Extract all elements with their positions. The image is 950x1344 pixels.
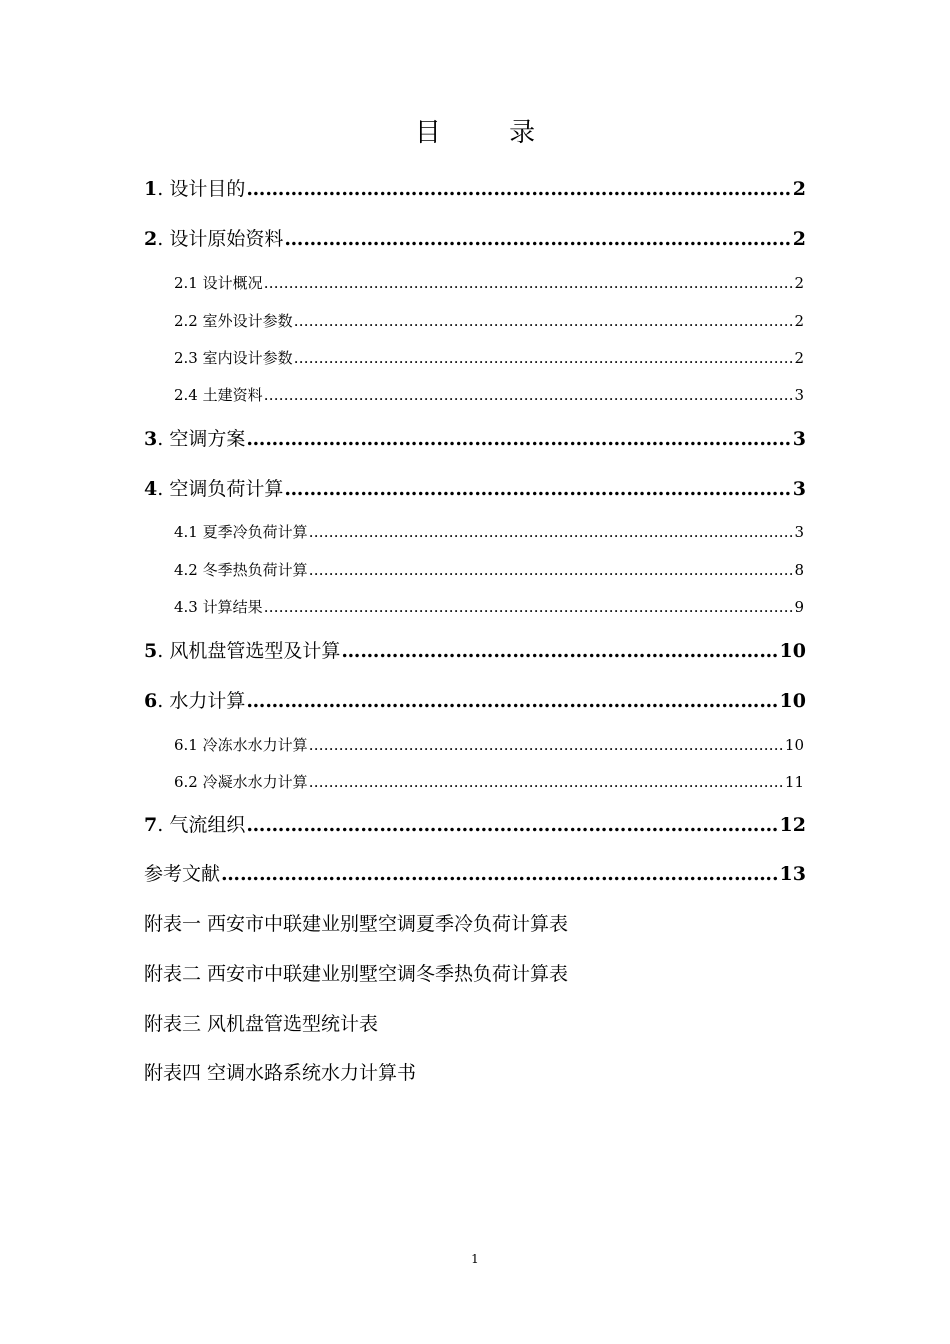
- toc-leader-dots: [341, 640, 778, 662]
- appendix-entry-3[interactable]: 附表三 风机盘管选型统计表: [144, 1013, 379, 1035]
- toc-entry-page: 13: [779, 863, 806, 885]
- toc-entry-number: 3: [144, 428, 158, 450]
- toc-leader-dots: [264, 386, 794, 404]
- toc-entry-page: 3: [792, 428, 806, 450]
- toc-entry-2-4[interactable]: [174, 384, 804, 405]
- toc-entry-page: 10: [779, 640, 806, 662]
- toc-entry-2-2[interactable]: [174, 310, 804, 331]
- page-title: 目 录: [414, 118, 566, 148]
- toc-leader-dots: [264, 274, 794, 292]
- toc-entry-page: 11: [784, 773, 804, 791]
- toc-entry-4[interactable]: 4. 空调负荷计算 ………………………………………………………………………………………………………………………………………………………………………………………………………………………………………… 3: [144, 474, 806, 501]
- toc-entry-page: 2: [794, 274, 804, 292]
- toc-leader-dots: [309, 736, 784, 754]
- toc-entry-references[interactable]: [144, 859, 806, 886]
- toc-entry-label: 2.4 土建资料: [174, 386, 263, 404]
- toc-leader-dots: [221, 863, 779, 885]
- toc-entry-label: 2.1 设计概况: [174, 274, 263, 292]
- toc-entry-label: 2.2 室外设计参数: [174, 312, 293, 330]
- toc-entry-2-1[interactable]: [174, 272, 804, 293]
- toc-entry-4-2[interactable]: [174, 559, 804, 580]
- toc-entry-2[interactable]: 2. 设计原始资料 ………………………………………………………………………………………………………………………………………………………………………………………………………………………………………… 2: [144, 224, 806, 251]
- toc-entry-4-3[interactable]: [174, 596, 804, 617]
- toc-entry-7[interactable]: 7. 气流组织 ………………………………………………………………………………………………………………………………………………………………………………………………………………………………………… 12: [144, 810, 806, 837]
- toc-entry-label: 气流组织: [169, 814, 246, 836]
- toc-entry-label: 2.3 室内设计参数: [174, 349, 293, 367]
- toc-entry-label: 6.1 冷冻水水力计算: [174, 736, 308, 754]
- toc-entry-label: 水力计算: [169, 690, 246, 712]
- appendix-entry-2[interactable]: 附表二 西安市中联建业别墅空调冬季热负荷计算表: [144, 963, 569, 985]
- toc-entry-label: 设计目的: [169, 178, 246, 200]
- toc-entry-2-3[interactable]: [174, 347, 804, 368]
- toc-entry-page: 9: [794, 598, 804, 616]
- toc-entry-6-2[interactable]: [174, 771, 804, 792]
- toc-leader-dots: [284, 478, 791, 500]
- toc-entry-label: 参考文献: [144, 863, 221, 885]
- toc-entry-page: 2: [792, 178, 806, 200]
- toc-leader-dots: [246, 690, 778, 712]
- toc-entry-6[interactable]: 6. 水力计算 ………………………………………………………………………………………………………………………………………………………………………………………………………………………………………… 10: [144, 686, 806, 713]
- toc-entry-page: 3: [792, 478, 806, 500]
- toc-leader-dots: [246, 428, 791, 450]
- toc-entry-label: 6.2 冷凝水水力计算: [174, 773, 308, 791]
- toc-leader-dots: [294, 312, 794, 330]
- toc-entry-number: 1: [144, 178, 158, 200]
- toc-entry-1[interactable]: 1. 设计目的 ………………………………………………………………………………………………………………………………………………………………………………………………………………………………………… 2: [144, 174, 806, 201]
- toc-entry-4-1[interactable]: [174, 521, 804, 542]
- page-number: 1: [471, 1252, 479, 1266]
- toc-entry-5[interactable]: 5. 风机盘管选型及计算 ………………………………………………………………………………………………………………………………………………………………………………………………………………………………………… 10: [144, 636, 806, 663]
- toc-entry-6-1[interactable]: [174, 734, 804, 755]
- appendix-entry-4[interactable]: 附表四 空调水路系统水力计算书: [144, 1062, 417, 1084]
- toc-entry-3[interactable]: 3. 空调方案 ………………………………………………………………………………………………………………………………………………………………………………………………………………………………………… 3: [144, 424, 806, 451]
- toc-entry-page: 2: [794, 312, 804, 330]
- toc-entry-number: 7: [144, 814, 158, 836]
- toc-leader-dots: [309, 561, 794, 579]
- toc-entry-page: 2: [794, 349, 804, 367]
- toc-entry-number: 6: [144, 690, 158, 712]
- toc-leader-dots: [246, 814, 778, 836]
- toc-entry-label: 设计原始资料: [169, 228, 284, 250]
- toc-entry-label: 4.2 冬季热负荷计算: [174, 561, 308, 579]
- toc-entry-number: 4: [144, 478, 158, 500]
- toc-entry-page: 2: [792, 228, 806, 250]
- toc-entry-label: 空调方案: [169, 428, 246, 450]
- toc-entry-label: 风机盘管选型及计算: [169, 640, 341, 662]
- toc-leader-dots: [309, 523, 794, 541]
- toc-entry-number: 5: [144, 640, 158, 662]
- toc-entry-page: 12: [779, 814, 806, 836]
- toc-entry-page: 10: [779, 690, 806, 712]
- toc-entry-label: 空调负荷计算: [169, 478, 284, 500]
- toc-leader-dots: [264, 598, 794, 616]
- toc-leader-dots: [284, 228, 791, 250]
- toc-leader-dots: [309, 773, 784, 791]
- toc-entry-page: 3: [794, 523, 804, 541]
- toc-leader-dots: [246, 178, 791, 200]
- toc-entry-page: 8: [794, 561, 804, 579]
- toc-entry-label: 4.1 夏季冷负荷计算: [174, 523, 308, 541]
- table-of-contents: [144, 0, 808, 1344]
- toc-entry-number: 2: [144, 228, 158, 250]
- toc-entry-label: 4.3 计算结果: [174, 598, 263, 616]
- toc-entry-page: 10: [784, 736, 804, 754]
- toc-entry-page: 3: [794, 386, 804, 404]
- appendix-entry-1[interactable]: 附表一 西安市中联建业别墅空调夏季冷负荷计算表: [144, 913, 569, 935]
- toc-leader-dots: [294, 349, 794, 367]
